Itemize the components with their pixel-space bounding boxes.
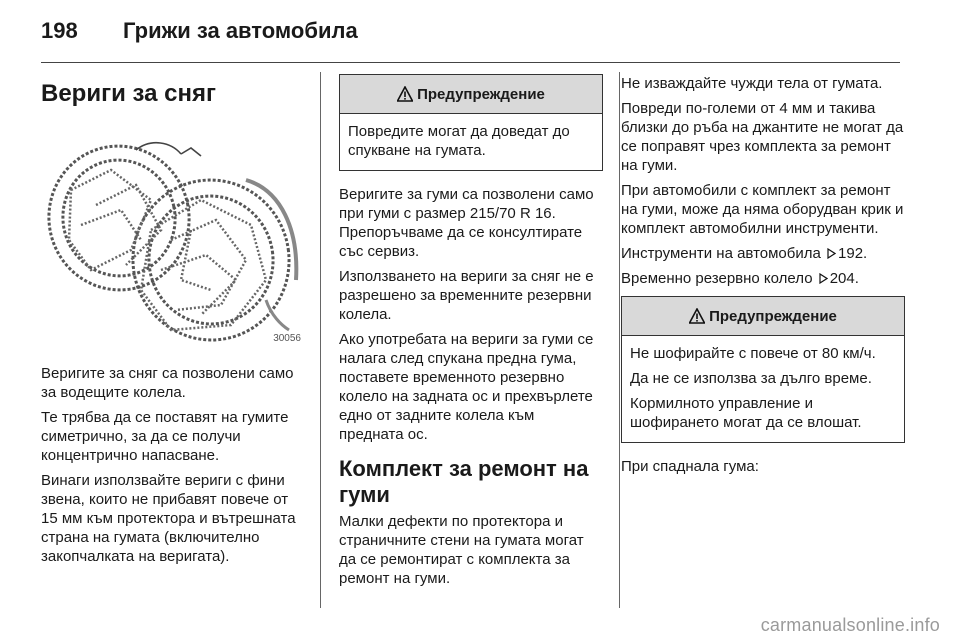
- watermark: carmanualsonline.info: [760, 615, 940, 635]
- paragraph: Малки дефекти по протектора и страничните стени на гумата могат да се ремонтират с комплекта за ремонт на гуми.: [339, 513, 584, 587]
- snow-chains-drawing: [41, 130, 303, 350]
- reference-text: Инструменти на автомобила: [621, 245, 821, 262]
- warning-body: [622, 336, 904, 442]
- paragraph: Веригите за сняг са позволени само за водещите колела.: [41, 365, 294, 401]
- paragraph: При спаднала гума:: [621, 458, 759, 475]
- page-reference-arrow-icon: [827, 248, 836, 259]
- warning-triangle-icon: [689, 308, 705, 324]
- column-1: [41, 74, 303, 572]
- section-title-snow-chains: Вериги за сняг: [41, 80, 216, 107]
- warning-title: Предупреждение: [709, 307, 837, 325]
- figure-number: 30056: [273, 333, 301, 344]
- page-header: [41, 18, 900, 48]
- warning-header: [340, 75, 602, 114]
- warning-text: Не шофирайте с повече от 80 км/ч.: [630, 345, 876, 362]
- column-3: [621, 74, 905, 482]
- paragraph: Използването на вериги за сняг не е разрешено за временните резервни колела.: [339, 268, 594, 323]
- column-2: [339, 74, 603, 594]
- warning-text: Повредите могат да доведат до спукване на гумата.: [348, 123, 570, 159]
- warning-box: [339, 74, 603, 171]
- paragraph: Повреди по-големи от 4 мм и такива близки до ръба на джантите не могат да се поправят чрез комплекта за ремонт на гуми.: [621, 100, 904, 174]
- page-reference-arrow-icon: [819, 273, 828, 284]
- warning-header: [622, 297, 904, 336]
- section-title-tyre-repair-kit: Комплект за ремонт на гуми: [339, 456, 589, 507]
- cross-reference-temporary-spare-wheel[interactable]: [621, 269, 905, 288]
- paragraph: Веригите за гуми са позволени само при гуми с размер 215/70 R 16. Препоръчваме да се консултирате със сервиз.: [339, 186, 594, 260]
- warning-box: [621, 296, 905, 443]
- paragraph: Ако употребата на вериги за гуми се налага след спукана предна гума, поставете временното резервно колело на задната ос и прехвърлете едно от задните колела към предната ос.: [339, 331, 594, 443]
- paragraph: Винаги използвайте вериги с фини звена, които не прибавят повече от 15 мм към протектора и вътрешната страна на гумата (включително закопчалката на веригата).: [41, 472, 296, 565]
- warning-body: [340, 114, 602, 170]
- column-divider-2: [619, 72, 620, 608]
- header-title: Грижи за автомобила: [123, 18, 358, 43]
- cross-reference-vehicle-tools[interactable]: [621, 244, 905, 263]
- warning-title: Предупреждение: [417, 85, 545, 103]
- paragraph: Те трябва да се поставят на гумите симетрично, за да се получи концентрично напасване.: [41, 409, 289, 464]
- paragraph: Не изваждайте чужди тела от гумата.: [621, 75, 883, 92]
- snow-chains-illustration: [41, 130, 303, 350]
- reference-page: 192.: [838, 245, 868, 262]
- warning-triangle-icon: [397, 86, 413, 102]
- warning-text: Кормилното управление и шофирането могат да се влошат.: [630, 395, 862, 431]
- paragraph: При автомобили с комплект за ремонт на гуми, може да няма оборудван крик и комплект автомобилни инструменти.: [621, 182, 904, 237]
- page-number: 198: [41, 18, 78, 43]
- reference-text: Временно резервно колело: [621, 270, 813, 287]
- column-divider-1: [320, 72, 321, 608]
- header-rule: [41, 62, 900, 63]
- warning-text: Да не се използва за дълго време.: [630, 370, 872, 387]
- reference-page: 204.: [829, 270, 859, 287]
